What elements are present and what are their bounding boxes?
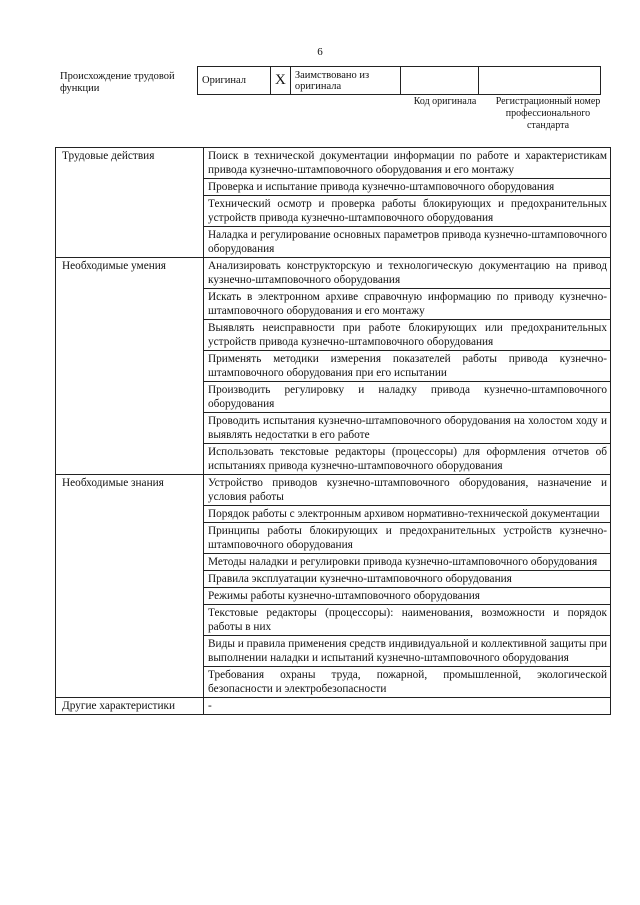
section-item: Поиск в технической документации информации по работе и характеристикам привода кузнечно-штамповочного оборудования и его монтажу [204, 148, 611, 179]
section-item: Проводить испытания кузнечно-штамповочного оборудования на холостом ходу и выявлять недостатки в его работе [204, 413, 611, 444]
section-item: Использовать текстовые редакторы (процессоры) для оформления отчетов об испытаниях привода кузнечно-штамповочного оборудования [204, 444, 611, 475]
registration-number-caption: Регистрационный номер профессионального стандарта [495, 96, 601, 131]
original-cell: Оригинал [198, 67, 271, 95]
section-item: Искать в электронном архиве справочную информацию по приводу кузнечно-штамповочного оборудования и его монтажу [204, 289, 611, 320]
origin-label: Происхождение трудовой функции [60, 71, 175, 94]
section-category: Необходимые знания [56, 475, 204, 698]
section-category: Другие характеристики [56, 698, 204, 715]
table-row [56, 258, 611, 289]
borrowed-cell: Заимствовано из оригинала [290, 67, 400, 95]
registration-number-cell [478, 67, 600, 95]
original-code-cell [400, 67, 478, 95]
section-item: Методы наладки и регулировки привода кузнечно-штамповочного оборудования [204, 554, 611, 571]
section-category: Трудовые действия [56, 148, 204, 258]
section-item: Применять методики измерения показателей работы привода кузнечно-штамповочного оборудования при его испытании [204, 351, 611, 382]
section-category: Необходимые умения [56, 258, 204, 475]
original-mark: X [271, 67, 291, 95]
section-item: Проверка и испытание привода кузнечно-штамповочного оборудования [204, 179, 611, 196]
section-item: Технический осмотр и проверка работы блокирующих и предохранительных устройств привода кузнечно-штамповочного оборудования [204, 196, 611, 227]
section-item: Наладка и регулирование основных параметров привода кузнечно-штамповочного оборудования [204, 227, 611, 258]
table-row [56, 698, 611, 715]
page-number: 6 [317, 46, 323, 58]
table-row [56, 475, 611, 506]
section-item: Виды и правила применения средств индивидуальной и коллективной защиты при выполнении наладки и испытаний кузнечно-штамповочного оборудования [204, 636, 611, 667]
table-row [56, 148, 611, 179]
origin-table [197, 66, 601, 95]
original-code-caption: Код оригинала [413, 96, 477, 107]
section-item: Анализировать конструкторскую и технологическую документацию на привод кузнечно-штамповочного оборудования [204, 258, 611, 289]
section-item: Производить регулировку и наладку привода кузнечно-штамповочного оборудования [204, 382, 611, 413]
section-item: Требования охраны труда, пожарной, промышленной, экологической безопасности и электробезопасности [204, 667, 611, 698]
section-item: - [204, 698, 611, 715]
section-item: Устройство приводов кузнечно-штамповочного оборудования, назначение и условия работы [204, 475, 611, 506]
function-details-table [55, 147, 611, 715]
section-item: Текстовые редакторы (процессоры): наименования, возможности и порядок работы в них [204, 605, 611, 636]
section-item: Режимы работы кузнечно-штамповочного оборудования [204, 588, 611, 605]
section-item: Принципы работы блокирующих и предохранительных устройств кузнечно-штамповочного оборудования [204, 523, 611, 554]
section-item: Выявлять неисправности при работе блокирующих или предохранительных устройств привода кузнечно-штамповочного оборудования [204, 320, 611, 351]
section-item: Порядок работы с электронным архивом нормативно-технической документации [204, 506, 611, 523]
section-item: Правила эксплуатации кузнечно-штамповочного оборудования [204, 571, 611, 588]
